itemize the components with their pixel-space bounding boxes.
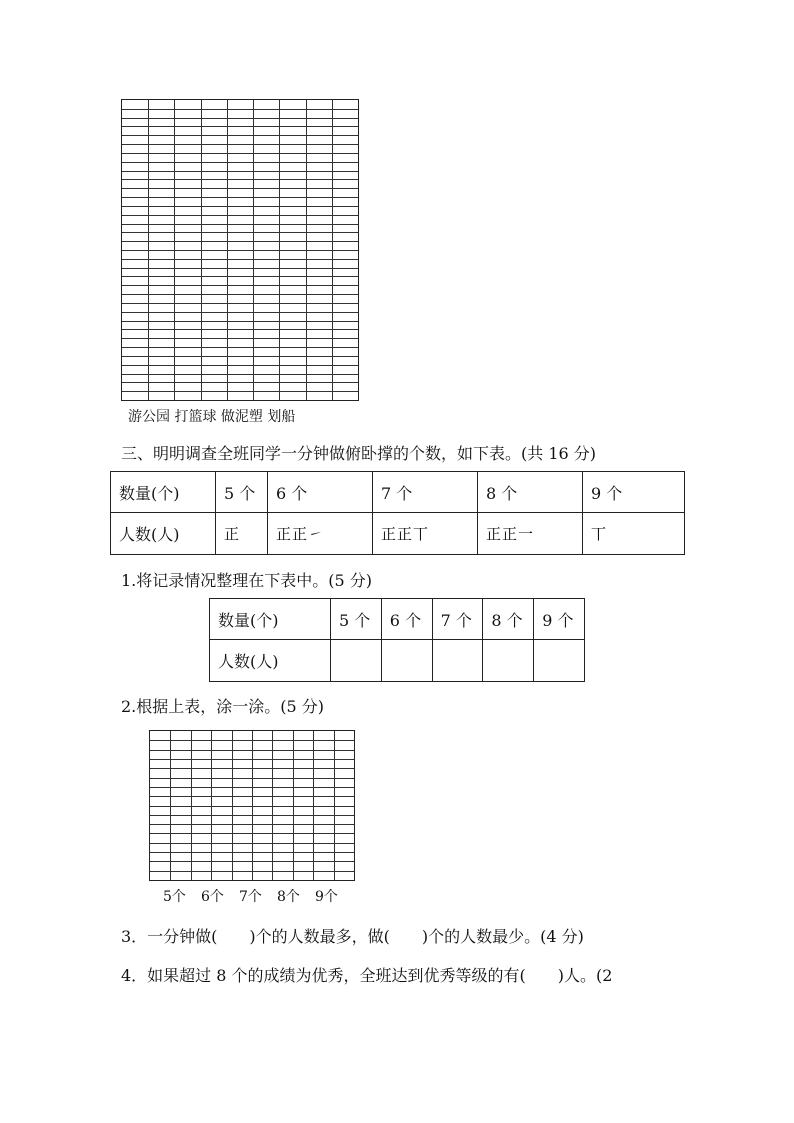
grid-col-line <box>272 731 273 880</box>
grid-row-line <box>122 250 358 251</box>
grid-col-line <box>201 100 202 400</box>
grid2-x-label: 8个 <box>277 889 300 905</box>
tally-header-5: 5 个 <box>216 472 268 513</box>
grid-col-line <box>191 731 192 880</box>
grid-row-line <box>122 391 358 392</box>
coloring-grid[interactable] <box>149 730 355 881</box>
count-cell-6[interactable] <box>381 640 432 682</box>
grid-col-line <box>313 731 314 880</box>
count-header-label: 数量(个) <box>210 599 331 640</box>
grid-row-line <box>122 321 358 322</box>
grid-col-line <box>334 731 335 880</box>
grid1-x-labels: 游公园 打篮球 做泥塑 划船 <box>128 409 296 425</box>
grid-col-line <box>306 100 307 400</box>
grid-row-line <box>122 144 358 145</box>
grid-row-line <box>122 259 358 260</box>
grid2-x-labels <box>163 886 353 904</box>
tally-header-7: 7 个 <box>373 472 478 513</box>
grid-row-line <box>122 215 358 216</box>
tally-mark-9: 丅 <box>583 513 685 555</box>
section-3-title: 三、明明调查全班同学一分钟做俯卧撑的个数，如下表。(共 16 分) <box>121 444 597 463</box>
grid-row-line <box>122 109 358 110</box>
tally-mark-7: 正正丅 <box>373 513 478 555</box>
count-header-8: 8 个 <box>483 599 534 640</box>
tally-header-8: 8 个 <box>478 472 583 513</box>
grid2-x-label: 6个 <box>201 889 224 905</box>
count-cell-9[interactable] <box>534 640 585 682</box>
grid-row-line <box>122 303 358 304</box>
count-header-6: 6 个 <box>381 599 432 640</box>
count-header-5: 5 个 <box>331 599 382 640</box>
grid-row-line <box>122 197 358 198</box>
grid-row-line <box>122 126 358 127</box>
grid-col-line <box>211 731 212 880</box>
grid-row-line <box>122 118 358 119</box>
grid2-x-label: 7个 <box>239 889 262 905</box>
grid-row-line <box>122 285 358 286</box>
tally-mark-5: 正 <box>216 513 268 555</box>
grid-col-line <box>170 731 171 880</box>
grid-col-line <box>332 100 333 400</box>
grid-col-line <box>232 731 233 880</box>
grid-col-line <box>148 100 149 400</box>
grid-col-line <box>253 100 254 400</box>
count-header-7: 7 个 <box>432 599 483 640</box>
grid-row-line <box>122 232 358 233</box>
grid-col-line <box>174 100 175 400</box>
grid-row-line <box>122 312 358 313</box>
count-table <box>209 598 585 682</box>
grid-row-line <box>122 338 358 339</box>
grid-row-line <box>122 294 358 295</box>
tally-header-6: 6 个 <box>268 472 373 513</box>
grid-row-line <box>122 179 358 180</box>
question-1: 1.将记录情况整理在下表中。(5 分) <box>121 571 373 590</box>
grid-row-line <box>122 374 358 375</box>
grid-row-line <box>122 365 358 366</box>
grid2-x-label: 9个 <box>315 889 338 905</box>
grid-row-line <box>122 268 358 269</box>
grid-row-line <box>122 224 358 225</box>
bar-grid-activities <box>121 99 359 401</box>
count-row-label: 人数(人) <box>210 640 331 682</box>
tally-header-label: 数量(个) <box>111 472 216 513</box>
grid-row-line <box>122 162 358 163</box>
tally-mark-8: 正正一 <box>478 513 583 555</box>
grid-row-line <box>122 347 358 348</box>
count-cell-7[interactable] <box>432 640 483 682</box>
tally-row-label: 人数(人) <box>111 513 216 555</box>
grid-row-line <box>122 188 358 189</box>
grid-row-line <box>122 153 358 154</box>
count-cell-5[interactable] <box>331 640 382 682</box>
grid-row-line <box>122 276 358 277</box>
grid-row-line <box>122 241 358 242</box>
grid-row-line <box>122 382 358 383</box>
count-cell-8[interactable] <box>483 640 534 682</box>
tally-table <box>110 471 685 555</box>
grid-row-line <box>122 329 358 330</box>
grid-col-line <box>227 100 228 400</box>
grid-col-line <box>279 100 280 400</box>
grid-row-line <box>122 135 358 136</box>
grid-row-line <box>122 171 358 172</box>
question-3: 3．一分钟做( )个的人数最多，做( )个的人数最少。(4 分) <box>121 927 584 946</box>
count-header-9: 9 个 <box>534 599 585 640</box>
tally-header-9: 9 个 <box>583 472 685 513</box>
grid-col-line <box>252 731 253 880</box>
tally-mark-6: 正正㇀ <box>268 513 373 555</box>
grid-col-line <box>293 731 294 880</box>
grid-row-line <box>122 206 358 207</box>
grid-row-line <box>122 356 358 357</box>
question-4: 4．如果超过 8 个的成绩为优秀，全班达到优秀等级的有( )人。(2 <box>121 966 613 985</box>
question-2: 2.根据上表，涂一涂。(5 分) <box>121 697 325 716</box>
grid2-x-label: 5个 <box>163 889 186 905</box>
